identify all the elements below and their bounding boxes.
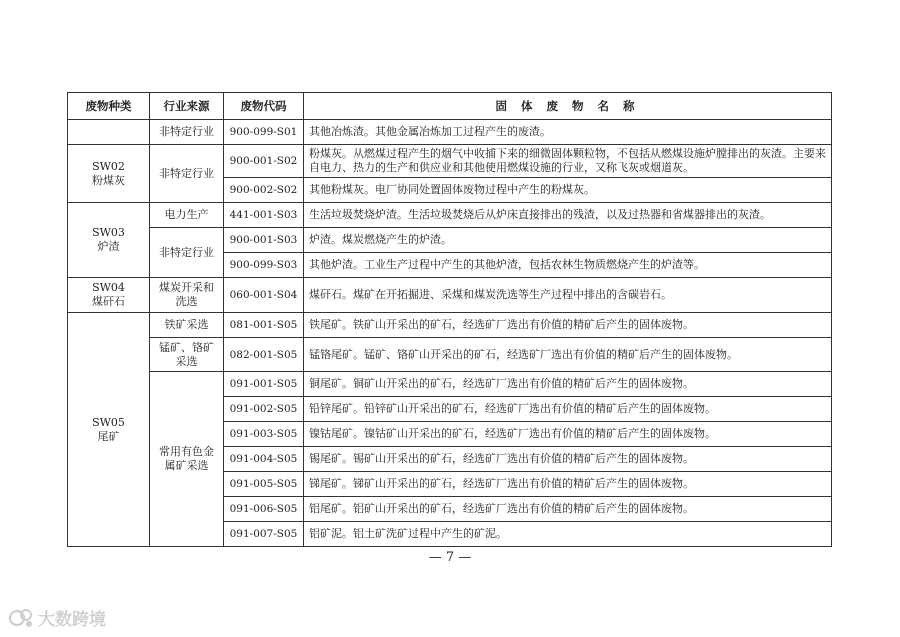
description-cell: 煤矸石。煤矿在开拓掘进、采煤和煤炭洗选等生产过程中排出的含碳岩石。 (304, 278, 832, 313)
description-cell: 铜尾矿。铜矿山开采出的矿石，经选矿厂选出有价值的精矿后产生的固体废物。 (304, 372, 832, 397)
description-cell: 其他冶炼渣。其他金属冶炼加工过程产生的废渣。 (304, 120, 832, 145)
code-cell: 900-099-S03 (224, 253, 304, 278)
code-cell: 900-001-S03 (224, 228, 304, 253)
category-cell (68, 203, 150, 278)
table-row (68, 338, 832, 372)
category-name: 炉渣 (97, 240, 120, 253)
description-cell: 其他炉渣。工业生产过程中产生的其他炉渣，包括农林生物质燃烧产生的炉渣等。 (304, 253, 832, 278)
code-cell: 060-001-S04 (224, 278, 304, 313)
code-cell: 091-005-S05 (224, 472, 304, 497)
table-row (68, 372, 832, 397)
code-cell: 441-001-S03 (224, 203, 304, 228)
industry-cell: 电力生产 (150, 203, 224, 228)
industry-cell: 非特定行业 (150, 120, 224, 145)
code-cell: 091-006-S05 (224, 497, 304, 522)
description-cell: 其他粉煤灰。电厂协同处置固体废物过程中产生的粉煤灰。 (304, 178, 832, 203)
table-row (68, 278, 832, 313)
page-number: — 7 — (428, 550, 472, 565)
header-code: 废物代码 (224, 93, 304, 120)
category-name: 尾矿 (97, 429, 120, 443)
table-row (68, 145, 832, 178)
description-cell: 锰铬尾矿。锰矿、铬矿山开采出的矿石，经选矿厂选出有价值的精矿后产生的固体废物。 (304, 338, 832, 372)
watermark (8, 605, 106, 630)
table-row (68, 120, 832, 145)
table-header-row (68, 93, 832, 120)
industry-cell: 煤炭开采和洗选 (150, 278, 224, 313)
code-cell: 091-003-S05 (224, 422, 304, 447)
code-cell: 900-002-S02 (224, 178, 304, 203)
category-code: SW03 (92, 226, 125, 239)
industry-cell: 常用有色金属矿采选 (150, 372, 224, 547)
description-cell: 镍钴尾矿。镍钴矿山开采出的矿石，经选矿厂选出有价值的精矿后产生的固体废物。 (304, 422, 832, 447)
brand-logo-icon (8, 607, 34, 629)
industry-cell: 锰矿、铬矿采选 (150, 338, 224, 372)
code-cell: 081-001-S05 (224, 313, 304, 338)
code-cell: 082-001-S05 (224, 338, 304, 372)
description-cell: 铅锌尾矿。铅锌矿山开采出的矿石，经选矿厂选出有价值的精矿后产生的固体废物。 (304, 397, 832, 422)
description-cell: 炉渣。煤炭燃烧产生的炉渣。 (304, 228, 832, 253)
code-cell: 091-004-S05 (224, 447, 304, 472)
code-cell: 091-007-S05 (224, 522, 304, 547)
category-cell (68, 145, 150, 203)
code-cell: 900-099-S01 (224, 120, 304, 145)
category-code: SW04 (92, 281, 125, 294)
description-cell: 铝尾矿。铝矿山开采出的矿石，经选矿厂选出有价值的精矿后产生的固体废物。 (304, 497, 832, 522)
description-cell: 粉煤灰。从燃煤过程产生的烟气中收捕下来的细微固体颗粒物，不包括从燃煤设施炉膛排出的灰渣。主要来自电力、热力的生产和供应业和其他使用燃煤设施的行业，又称飞灰或烟道灰。 (304, 145, 832, 178)
industry-cell: 非特定行业 (150, 228, 224, 278)
description-cell: 生活垃圾焚烧炉渣。生活垃圾焚烧后从炉床直接排出的残渣，以及过热器和省煤器排出的灰渣。 (304, 203, 832, 228)
description-cell: 铁尾矿。铁矿山开采出的矿石，经选矿厂选出有价值的精矿后产生的固体废物。 (304, 313, 832, 338)
description-cell: 锡尾矿。锡矿山开采出的矿石，经选矿厂选出有价值的精矿后产生的固体废物。 (304, 447, 832, 472)
watermark-text: 大数跨境 (38, 610, 106, 630)
category-code: SW05 (92, 415, 125, 429)
category-cell-empty (68, 120, 150, 145)
industry-cell: 非特定行业 (150, 145, 224, 203)
description-cell: 锑尾矿。锑矿山开采出的矿石，经选矿厂选出有价值的精矿后产生的固体废物。 (304, 472, 832, 497)
header-category: 废物种类 (68, 93, 150, 120)
table-row (68, 313, 832, 338)
description-cell: 铝矿泥。铝土矿洗矿过程中产生的矿泥。 (304, 522, 832, 547)
category-cell (68, 278, 150, 313)
header-industry: 行业来源 (150, 93, 224, 120)
header-name: 固 体 废 物 名 称 (304, 93, 832, 120)
table-row (68, 228, 832, 253)
category-name: 粉煤灰 (92, 173, 125, 187)
category-cell (68, 313, 150, 547)
code-cell: 091-002-S05 (224, 397, 304, 422)
solid-waste-table (67, 92, 832, 547)
industry-cell: 铁矿采选 (150, 313, 224, 338)
code-cell: 091-001-S05 (224, 372, 304, 397)
code-cell: 900-001-S02 (224, 145, 304, 178)
table-row (68, 203, 832, 228)
category-code: SW02 (92, 159, 125, 173)
category-name: 煤矸石 (92, 295, 125, 308)
